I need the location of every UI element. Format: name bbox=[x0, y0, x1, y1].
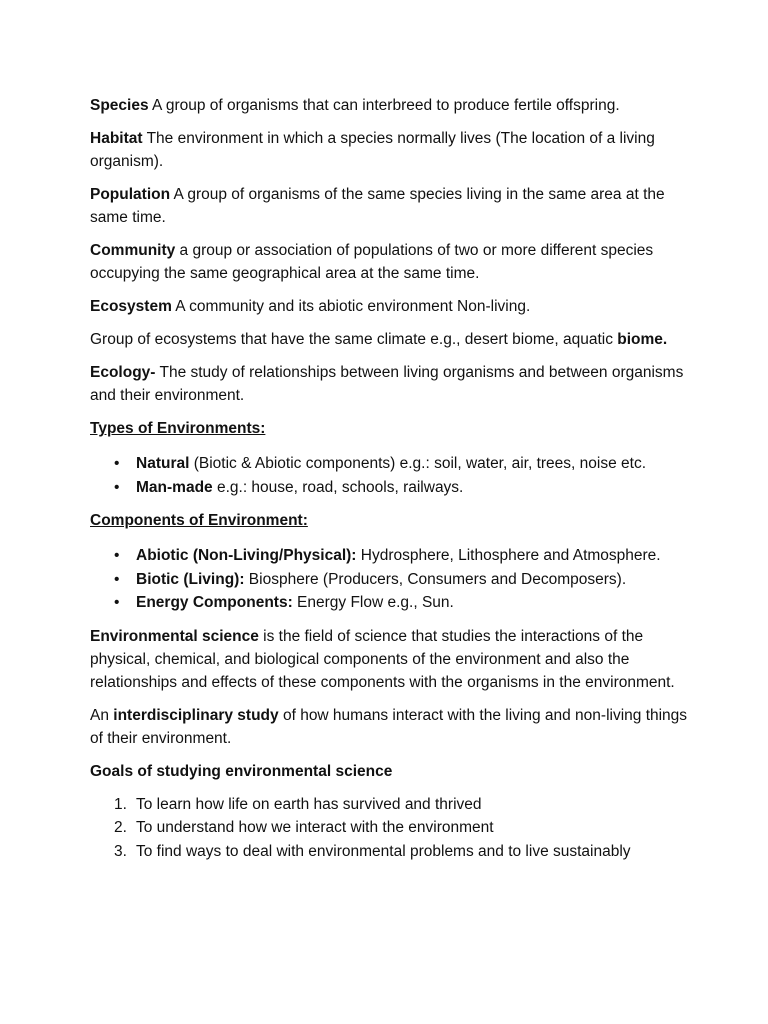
types-of-environments-list bbox=[90, 452, 690, 499]
definition-text: A group of organisms of the same species living in the same area at the same time. bbox=[90, 186, 665, 226]
bullet-icon: • bbox=[114, 455, 120, 472]
bullet-icon: • bbox=[114, 594, 120, 611]
definition-habitat bbox=[90, 127, 690, 173]
definition-text: The study of relationships between living organisms and between organisms and their environment. bbox=[90, 364, 684, 404]
definition-ecosystem bbox=[90, 295, 690, 318]
list-item-term: Natural bbox=[136, 455, 190, 472]
list-number: 2. bbox=[114, 819, 127, 836]
paragraph-text: of how humans interact with the living and non-living things of their environment. bbox=[90, 706, 688, 747]
environmental-science-paragraph bbox=[90, 625, 690, 694]
list-item-text: To learn how life on earth has survived and thrived bbox=[136, 795, 482, 813]
definition-population bbox=[90, 183, 690, 229]
list-item bbox=[90, 816, 690, 840]
term-habitat: Habitat bbox=[90, 130, 143, 147]
list-item bbox=[90, 793, 690, 817]
term-species: Species bbox=[90, 97, 149, 114]
list-item-text: Biosphere (Producers, Consumers and Decomposers). bbox=[244, 570, 627, 588]
components-of-environment-heading: Components of Environment: bbox=[90, 512, 308, 529]
definition-text: A group of organisms that can interbreed to produce fertile offspring. bbox=[148, 97, 620, 114]
bullet-icon: • bbox=[114, 547, 120, 564]
definition-text: Group of ecosystems that have the same climate e.g., desert biome, aquatic bbox=[90, 331, 618, 348]
types-of-environments-heading: Types of Environments: bbox=[90, 420, 266, 437]
document-page bbox=[90, 94, 690, 873]
definition-community bbox=[90, 239, 690, 285]
list-item bbox=[90, 544, 690, 568]
list-item bbox=[90, 568, 690, 592]
components-of-environment-list bbox=[90, 544, 690, 615]
list-number: 1. bbox=[114, 795, 127, 813]
definition-text: a group or association of populations of two or more different species occupying the same geographical area at the same time. bbox=[90, 242, 654, 282]
term-environmental-science: Environmental science bbox=[90, 627, 259, 645]
term-interdisciplinary-study: interdisciplinary study bbox=[113, 706, 279, 724]
list-item-text: Hydrosphere, Lithosphere and Atmosphere. bbox=[356, 547, 661, 564]
list-item-text: (Biotic & Abiotic components) e.g.: soil, water, air, trees, noise etc. bbox=[189, 455, 647, 472]
list-item bbox=[90, 840, 690, 864]
goals-heading: Goals of studying environmental science bbox=[90, 762, 393, 780]
term-community: Community bbox=[90, 242, 176, 259]
list-item-term: Biotic (Living): bbox=[136, 570, 245, 588]
list-item-term: Man-made bbox=[136, 478, 213, 496]
list-item-text: Energy Flow e.g., Sun. bbox=[292, 594, 454, 611]
list-item bbox=[90, 452, 690, 476]
definition-species bbox=[90, 94, 690, 117]
list-item-text: To find ways to deal with environmental problems and to live sustainably bbox=[136, 842, 631, 860]
list-item-term: Energy Components: bbox=[136, 594, 293, 611]
list-item-text: e.g.: house, road, schools, railways. bbox=[212, 478, 464, 496]
term-ecology: Ecology- bbox=[90, 364, 156, 381]
list-item bbox=[90, 591, 690, 615]
bullet-icon: • bbox=[114, 478, 120, 496]
bullet-icon: • bbox=[114, 570, 120, 588]
definition-text: The environment in which a species normally lives (The location of a living organism). bbox=[90, 130, 655, 170]
term-ecosystem: Ecosystem bbox=[90, 298, 172, 315]
goals-list bbox=[90, 793, 690, 864]
list-number: 3. bbox=[114, 842, 127, 860]
definition-ecology bbox=[90, 361, 690, 407]
interdisciplinary-paragraph bbox=[90, 704, 690, 750]
list-item bbox=[90, 476, 690, 500]
paragraph-prefix: An bbox=[90, 706, 114, 724]
list-item-term: Abiotic (Non-Living/Physical): bbox=[136, 547, 357, 564]
term-biome: biome. bbox=[617, 331, 668, 348]
term-population: Population bbox=[90, 186, 171, 203]
definition-biome bbox=[90, 328, 690, 351]
definition-text: A community and its abiotic environment Non-living. bbox=[171, 298, 531, 315]
list-item-text: To understand how we interact with the environment bbox=[136, 819, 494, 836]
paragraph-text: is the field of science that studies the interactions of the physical, chemical, and biological components of the environment and also the relationships and effects of these components with the organisms in the environment. bbox=[90, 627, 675, 691]
